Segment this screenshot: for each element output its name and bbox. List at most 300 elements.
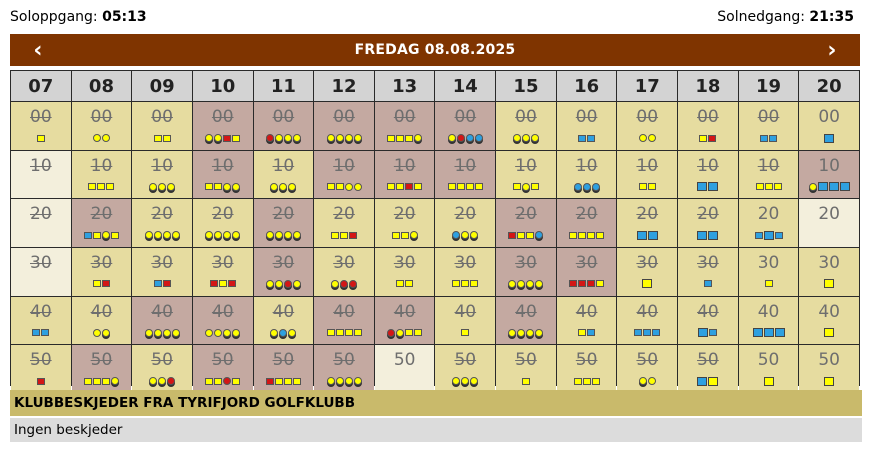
player-square-icon — [643, 329, 651, 336]
tee-slot[interactable] — [375, 151, 435, 199]
slot-minute: 10 — [211, 155, 234, 176]
slot-minute: 50 — [636, 350, 659, 371]
player-square-icon — [466, 183, 474, 190]
player-dot-icon — [327, 134, 335, 142]
tee-slot[interactable] — [132, 151, 192, 199]
player-dot-icon — [293, 134, 301, 142]
player-square-icon — [634, 329, 642, 336]
tee-slot[interactable] — [132, 102, 192, 150]
tee-slot[interactable] — [314, 297, 374, 345]
tee-slot[interactable] — [435, 102, 495, 150]
player-square-icon — [592, 378, 600, 385]
player-dot-icon — [102, 329, 110, 337]
player-dot-icon — [522, 134, 530, 142]
tee-slot[interactable] — [375, 297, 435, 345]
player-square-icon — [214, 183, 222, 190]
slot-minute: 50 — [393, 350, 416, 371]
slot-player-markers — [569, 278, 604, 290]
player-dot-icon — [214, 231, 222, 239]
tee-slot[interactable] — [132, 297, 192, 345]
slot-player-markers — [270, 181, 296, 193]
tee-slot[interactable] — [799, 297, 859, 345]
player-dot-icon — [354, 183, 362, 191]
tee-slot[interactable] — [11, 345, 71, 393]
hour-header: 10 — [193, 71, 253, 101]
player-dot-icon — [205, 134, 213, 142]
hour-header: 17 — [617, 71, 677, 101]
player-dot-icon — [387, 329, 395, 337]
slot-player-markers — [639, 132, 656, 144]
slot-minute: 10 — [757, 155, 780, 176]
slot-player-markers — [574, 375, 600, 387]
tee-slot[interactable] — [11, 151, 71, 199]
slot-player-markers — [634, 327, 660, 339]
player-square-icon — [709, 329, 717, 336]
tee-slot[interactable] — [617, 199, 677, 247]
player-dot-icon — [158, 183, 166, 191]
tee-slot[interactable] — [799, 151, 859, 199]
slot-player-markers — [270, 327, 296, 339]
player-square-icon — [37, 135, 45, 142]
player-square-icon — [517, 232, 525, 239]
player-square-icon — [163, 280, 171, 287]
slot-player-markers — [697, 181, 718, 193]
player-dot-icon — [232, 183, 240, 191]
player-dot-icon — [336, 377, 344, 385]
slot-minute: 30 — [272, 252, 295, 273]
player-square-icon — [596, 232, 604, 239]
date-title: FREDAG 08.08.2025 — [354, 42, 516, 58]
tee-slot[interactable] — [193, 248, 253, 296]
player-square-icon — [106, 183, 114, 190]
tee-slot[interactable] — [678, 248, 738, 296]
player-dot-icon — [284, 134, 292, 142]
tee-slot[interactable] — [314, 102, 374, 150]
tee-slot[interactable] — [72, 345, 132, 393]
slot-minute: 40 — [151, 301, 173, 322]
tee-slot[interactable] — [496, 151, 556, 199]
player-square-icon — [824, 328, 834, 337]
player-dot-icon — [154, 231, 162, 239]
slot-minute: 30 — [151, 252, 173, 273]
chevron-right-icon[interactable]: › — [827, 37, 837, 63]
player-square-icon — [765, 280, 773, 287]
slot-minute: 30 — [30, 252, 52, 273]
slot-minute: 10 — [272, 155, 295, 176]
hour-header: 16 — [557, 71, 617, 101]
sun-times-bar — [10, 6, 854, 28]
player-square-icon — [84, 378, 92, 385]
player-dot-icon — [345, 134, 353, 142]
player-dot-icon — [508, 329, 516, 337]
player-square-icon — [578, 280, 586, 287]
slot-player-markers — [93, 132, 110, 144]
tee-slot[interactable] — [496, 345, 556, 393]
player-dot-icon — [526, 280, 534, 288]
player-square-icon — [840, 182, 850, 191]
tee-slot[interactable] — [254, 151, 314, 199]
tee-slot[interactable] — [435, 345, 495, 393]
slot-player-markers — [578, 132, 595, 144]
slot-player-markers — [84, 229, 119, 241]
tee-slot[interactable] — [193, 102, 253, 150]
player-dot-icon — [275, 231, 283, 239]
slot-player-markers — [266, 132, 301, 144]
player-square-icon — [824, 279, 834, 288]
player-square-icon — [824, 134, 834, 143]
player-dot-icon — [154, 329, 162, 337]
tee-slot[interactable] — [254, 102, 314, 150]
slot-player-markers — [697, 375, 718, 387]
slot-minute: 10 — [30, 155, 52, 176]
player-square-icon — [698, 328, 708, 337]
player-square-icon — [457, 183, 465, 190]
slot-minute: 00 — [151, 107, 173, 127]
slot-player-markers — [392, 229, 418, 241]
player-dot-icon — [513, 134, 521, 142]
slot-minute: 20 — [30, 204, 52, 225]
player-dot-icon — [293, 280, 301, 288]
player-dot-icon — [111, 377, 119, 385]
slot-player-markers — [154, 278, 171, 290]
player-square-icon — [102, 280, 110, 287]
slot-minute: 20 — [454, 204, 477, 225]
slot-minute: 50 — [333, 350, 355, 371]
tee-slot[interactable] — [375, 102, 435, 150]
slot-minute: 00 — [272, 107, 295, 127]
player-square-icon — [775, 328, 785, 337]
tee-slot[interactable] — [72, 297, 132, 345]
tee-slot[interactable] — [132, 248, 192, 296]
player-dot-icon — [396, 329, 404, 337]
player-square-icon — [475, 183, 483, 190]
tee-slot[interactable] — [799, 248, 859, 296]
slot-minute: 10 — [90, 155, 113, 176]
tee-slot[interactable] — [11, 199, 71, 247]
player-dot-icon — [331, 280, 339, 288]
tee-slot[interactable] — [435, 151, 495, 199]
player-dot-icon — [232, 231, 240, 239]
tee-slot[interactable] — [72, 199, 132, 247]
chevron-left-icon[interactable]: ‹ — [33, 37, 43, 63]
player-dot-icon — [448, 134, 456, 142]
player-dot-icon — [275, 134, 283, 142]
hour-header: 18 — [678, 71, 738, 101]
player-square-icon — [97, 183, 105, 190]
slot-player-markers — [149, 375, 175, 387]
tee-slot[interactable] — [72, 151, 132, 199]
player-square-icon — [756, 183, 764, 190]
player-square-icon — [354, 329, 362, 336]
player-dot-icon — [270, 183, 278, 191]
tee-slot[interactable] — [739, 102, 799, 150]
slot-player-markers — [522, 375, 530, 387]
tee-slot[interactable] — [193, 345, 253, 393]
slot-minute: 30 — [333, 252, 355, 273]
player-dot-icon — [639, 134, 647, 142]
club-messages-header: KLUBBESKJEDER FRA TYRIFJORD GOLFKLUBB — [10, 390, 862, 416]
club-messages-content: Ingen beskjeder — [10, 418, 862, 442]
slot-minute: 00 — [454, 107, 477, 127]
tee-slot[interactable] — [254, 345, 314, 393]
slot-player-markers — [149, 181, 175, 193]
slot-player-markers — [704, 278, 712, 290]
player-dot-icon — [275, 280, 283, 288]
slot-minute: 20 — [818, 204, 840, 225]
tee-slot[interactable] — [254, 248, 314, 296]
tee-slot[interactable] — [254, 199, 314, 247]
player-dot-icon — [266, 231, 274, 239]
tee-slot[interactable] — [557, 151, 617, 199]
player-square-icon — [405, 135, 413, 142]
tee-slot[interactable] — [254, 297, 314, 345]
slot-player-markers — [327, 132, 362, 144]
player-dot-icon — [293, 231, 301, 239]
player-dot-icon — [232, 329, 240, 337]
player-dot-icon — [410, 231, 418, 239]
tee-slot[interactable] — [678, 199, 738, 247]
tee-slot[interactable] — [617, 248, 677, 296]
hour-header: 13 — [375, 71, 435, 101]
player-dot-icon — [535, 280, 543, 288]
slot-player-markers — [824, 278, 834, 290]
slot-minute: 00 — [515, 107, 537, 127]
slot-player-markers — [578, 327, 595, 339]
slot-player-markers — [637, 229, 658, 241]
tee-slot[interactable] — [617, 345, 677, 393]
player-square-icon — [764, 377, 774, 386]
player-square-icon — [587, 329, 595, 336]
tee-slot[interactable] — [557, 345, 617, 393]
player-dot-icon — [517, 329, 525, 337]
slot-minute: 00 — [30, 107, 52, 127]
player-dot-icon — [223, 377, 231, 385]
tee-slot[interactable] — [193, 199, 253, 247]
tee-slot[interactable] — [496, 199, 556, 247]
player-square-icon — [697, 182, 707, 191]
tee-slot[interactable] — [193, 151, 253, 199]
slot-minute: 50 — [30, 350, 52, 371]
player-dot-icon — [270, 329, 278, 337]
tee-slot[interactable] — [435, 297, 495, 345]
slot-minute: 20 — [333, 204, 355, 225]
tee-slot[interactable] — [739, 199, 799, 247]
slot-minute: 20 — [575, 204, 598, 225]
player-dot-icon — [266, 134, 274, 142]
slot-player-markers — [760, 132, 777, 144]
tee-slot[interactable] — [799, 345, 859, 393]
player-dot-icon — [172, 329, 180, 337]
player-square-icon — [210, 280, 218, 287]
slot-player-markers — [824, 327, 834, 339]
slot-minute: 40 — [818, 301, 840, 322]
player-dot-icon — [223, 183, 231, 191]
tee-slot[interactable] — [678, 345, 738, 393]
slot-minute: 00 — [333, 107, 355, 127]
player-square-icon — [84, 232, 92, 239]
slot-player-markers — [266, 229, 301, 241]
tee-slot[interactable] — [375, 345, 435, 393]
slot-minute: 00 — [757, 107, 780, 127]
slot-player-markers — [508, 327, 543, 339]
player-square-icon — [574, 378, 582, 385]
tee-slot[interactable] — [557, 297, 617, 345]
tee-slot[interactable] — [314, 345, 374, 393]
player-square-icon — [232, 135, 240, 142]
player-square-icon — [587, 280, 595, 287]
player-dot-icon — [214, 329, 222, 337]
tee-slot[interactable] — [314, 199, 374, 247]
slot-player-markers — [210, 278, 236, 290]
slot-minute: 20 — [272, 204, 295, 225]
tee-slot[interactable] — [799, 199, 859, 247]
tee-slot[interactable] — [375, 199, 435, 247]
slot-minute: 10 — [333, 155, 355, 176]
slot-minute: 50 — [211, 350, 234, 371]
player-square-icon — [405, 183, 413, 190]
tee-slot[interactable] — [72, 102, 132, 150]
tee-slot[interactable] — [11, 297, 71, 345]
player-square-icon — [336, 183, 344, 190]
tee-slot[interactable] — [557, 248, 617, 296]
tee-slot[interactable] — [617, 297, 677, 345]
hour-header: 14 — [435, 71, 495, 101]
tee-slot[interactable] — [11, 248, 71, 296]
player-dot-icon — [517, 280, 525, 288]
tee-slot[interactable] — [496, 297, 556, 345]
player-square-icon — [392, 232, 400, 239]
tee-slot[interactable] — [799, 102, 859, 150]
player-dot-icon — [163, 329, 171, 337]
slot-player-markers — [93, 327, 110, 339]
player-dot-icon — [167, 183, 175, 191]
tee-slot[interactable] — [617, 102, 677, 150]
player-dot-icon — [466, 134, 474, 142]
sunset — [717, 6, 854, 28]
tee-slot[interactable] — [72, 248, 132, 296]
player-dot-icon — [522, 183, 530, 191]
slot-player-markers — [824, 375, 834, 387]
player-dot-icon — [266, 280, 274, 288]
player-dot-icon — [284, 231, 292, 239]
slot-minute: 10 — [393, 155, 416, 176]
slot-player-markers — [205, 229, 240, 241]
slot-player-markers — [32, 327, 49, 339]
player-square-icon — [448, 183, 456, 190]
slot-minute: 50 — [697, 350, 719, 371]
slot-minute: 10 — [454, 155, 477, 176]
player-square-icon — [154, 135, 162, 142]
player-square-icon — [531, 183, 539, 190]
tee-slot[interactable] — [375, 248, 435, 296]
tee-slot[interactable] — [617, 151, 677, 199]
slot-player-markers — [809, 181, 850, 193]
slot-player-markers — [205, 181, 240, 193]
player-square-icon — [32, 329, 40, 336]
tee-slot[interactable] — [678, 297, 738, 345]
player-square-icon — [461, 280, 469, 287]
slot-minute: 30 — [818, 252, 840, 273]
hour-header: 12 — [314, 71, 374, 101]
slot-minute: 50 — [454, 350, 477, 371]
tee-slot[interactable] — [132, 345, 192, 393]
slot-minute: 40 — [333, 301, 355, 322]
slot-player-markers — [37, 375, 45, 387]
slot-player-markers — [205, 327, 240, 339]
tee-slot[interactable] — [557, 199, 617, 247]
tee-slot[interactable] — [739, 345, 799, 393]
slot-minute: 40 — [697, 301, 719, 322]
tee-slot[interactable] — [557, 102, 617, 150]
slot-player-markers — [755, 229, 783, 241]
player-square-icon — [102, 378, 110, 385]
player-square-icon — [587, 232, 595, 239]
player-square-icon — [349, 232, 357, 239]
slot-player-markers — [452, 375, 478, 387]
slot-minute: 50 — [757, 350, 780, 371]
tee-slot[interactable] — [314, 248, 374, 296]
player-dot-icon — [149, 183, 157, 191]
tee-slot[interactable] — [132, 199, 192, 247]
slot-minute: 30 — [454, 252, 477, 273]
player-square-icon — [587, 135, 595, 142]
tee-slot[interactable] — [496, 102, 556, 150]
player-square-icon — [760, 135, 768, 142]
player-dot-icon — [340, 280, 348, 288]
tee-slot[interactable] — [435, 248, 495, 296]
tee-slot[interactable] — [678, 151, 738, 199]
tee-slot[interactable] — [314, 151, 374, 199]
slot-minute: 40 — [393, 301, 416, 322]
player-square-icon — [41, 329, 49, 336]
slot-player-markers — [765, 278, 773, 290]
slot-minute: 40 — [636, 301, 659, 322]
tee-slot[interactable] — [739, 248, 799, 296]
player-dot-icon — [809, 183, 817, 191]
player-dot-icon — [508, 280, 516, 288]
tee-slot[interactable] — [193, 297, 253, 345]
tee-slot[interactable] — [739, 297, 799, 345]
player-square-icon — [37, 378, 45, 385]
player-square-icon — [578, 135, 586, 142]
sunset-time: 21:35 — [809, 9, 854, 25]
slot-minute: 30 — [757, 252, 780, 273]
player-dot-icon — [535, 231, 543, 239]
tee-slot[interactable] — [11, 102, 71, 150]
slot-player-markers — [396, 278, 413, 290]
slot-minute: 00 — [393, 107, 416, 127]
player-square-icon — [652, 329, 660, 336]
player-dot-icon — [288, 329, 296, 337]
slot-player-markers — [639, 181, 656, 193]
player-square-icon — [214, 378, 222, 385]
player-dot-icon — [452, 377, 460, 385]
slot-player-markers — [569, 229, 604, 241]
slot-minute: 10 — [575, 155, 598, 176]
slot-minute: 50 — [151, 350, 173, 371]
tee-slot[interactable] — [435, 199, 495, 247]
player-square-icon — [708, 231, 718, 240]
tee-slot[interactable] — [739, 151, 799, 199]
player-square-icon — [275, 378, 283, 385]
tee-slot[interactable] — [496, 248, 556, 296]
player-square-icon — [163, 135, 171, 142]
tee-slot[interactable] — [678, 102, 738, 150]
slot-minute: 20 — [90, 204, 113, 225]
slot-minute: 00 — [211, 107, 234, 127]
slot-player-markers — [824, 132, 834, 144]
player-square-icon — [93, 378, 101, 385]
